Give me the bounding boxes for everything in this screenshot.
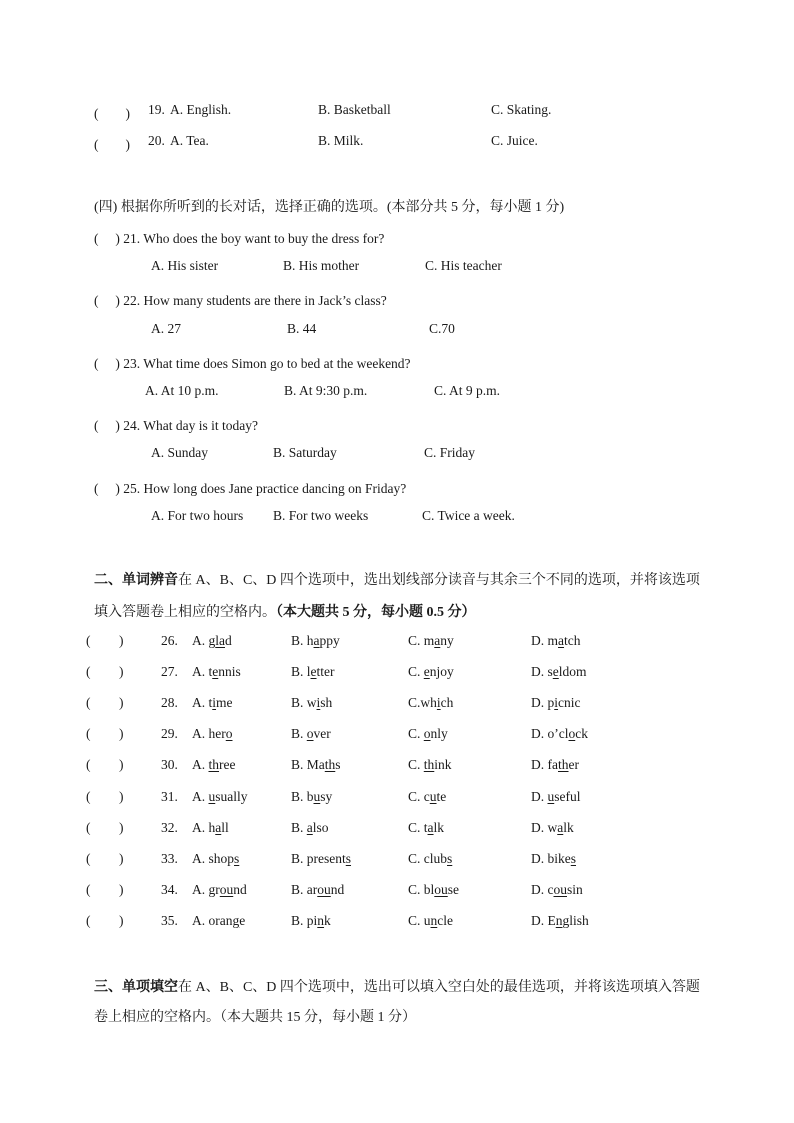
word-prefix: t bbox=[208, 664, 213, 679]
q19-num: 19. bbox=[148, 102, 165, 117]
option-d bbox=[531, 820, 574, 836]
q22-option-c: C.70 bbox=[429, 321, 455, 336]
option-letter: A. bbox=[192, 851, 209, 866]
question-number: 31. bbox=[161, 789, 178, 804]
word-suffix: ppy bbox=[319, 633, 340, 648]
q25-option-b: B. For two weeks bbox=[273, 508, 369, 523]
word-prefix: w bbox=[306, 695, 317, 710]
q21-option-c: C. His teacher bbox=[425, 258, 502, 273]
option-letter: C. bbox=[408, 851, 424, 866]
answer-paren-open: ( bbox=[86, 633, 91, 648]
underlined-sound: e bbox=[212, 664, 219, 679]
answer-paren-close: ) bbox=[119, 633, 124, 648]
option-letter: C. bbox=[408, 820, 424, 835]
question-number: 28. bbox=[161, 695, 178, 710]
option-letter: A. bbox=[192, 633, 209, 648]
answer-paren-open: ( bbox=[86, 726, 91, 741]
option-a bbox=[192, 664, 241, 680]
word-suffix: er bbox=[568, 757, 580, 772]
word-prefix: c bbox=[547, 882, 554, 897]
section2-title-line2 bbox=[94, 601, 476, 621]
option-letter: A. bbox=[192, 913, 209, 928]
answer-paren-close: ) bbox=[119, 882, 124, 897]
option-b bbox=[291, 664, 335, 680]
word-prefix: p bbox=[547, 695, 555, 710]
underlined-sound: s bbox=[447, 851, 453, 866]
option-d bbox=[531, 851, 576, 867]
option-a bbox=[192, 820, 229, 836]
word-suffix: se bbox=[447, 882, 460, 897]
word-prefix: ar bbox=[306, 882, 318, 897]
word-prefix: u bbox=[423, 913, 431, 928]
option-d bbox=[531, 882, 583, 898]
option-c bbox=[408, 913, 453, 929]
section2-title-line2-text: 填入答题卷上相应的空格内。 bbox=[94, 605, 276, 620]
option-b bbox=[291, 882, 344, 898]
option-letter: D. bbox=[531, 789, 548, 804]
underlined-sound: s bbox=[234, 851, 240, 866]
word-suffix: seful bbox=[554, 789, 581, 804]
q20-option-b: B. Milk. bbox=[318, 133, 364, 148]
underlined-sound: th bbox=[208, 757, 220, 772]
word-suffix: cle bbox=[437, 913, 454, 928]
word-prefix: w bbox=[547, 820, 558, 835]
word-suffix: ink bbox=[434, 757, 452, 772]
q24-stem: ( ) 24. What day is it today? bbox=[94, 418, 258, 433]
underlined-sound: a bbox=[427, 820, 434, 835]
underlined-sound: i bbox=[436, 695, 441, 710]
option-c bbox=[408, 820, 444, 836]
question-number: 32. bbox=[161, 820, 178, 835]
q22-option-a: A. 27 bbox=[151, 321, 181, 336]
q21-option-b: B. His mother bbox=[283, 258, 360, 273]
option-b bbox=[291, 726, 331, 742]
section2-score-note: （本大题共 5 分，每小题 0.5 分） bbox=[276, 605, 476, 620]
option-c bbox=[408, 851, 452, 867]
word-prefix: wh bbox=[420, 695, 437, 710]
option-letter: C. bbox=[408, 757, 424, 772]
option-d bbox=[531, 726, 588, 742]
option-letter: B. bbox=[291, 913, 307, 928]
q23-option-a: A. At 10 p.m. bbox=[145, 383, 219, 398]
word-prefix: bike bbox=[547, 851, 571, 866]
option-c bbox=[408, 757, 452, 773]
word-suffix: sy bbox=[320, 789, 333, 804]
answer-paren-close: ) bbox=[119, 820, 124, 835]
q21-option-a: A. His sister bbox=[151, 258, 219, 273]
underlined-sound: u bbox=[208, 789, 216, 804]
word-suffix: e bbox=[239, 913, 246, 928]
option-a bbox=[192, 695, 233, 711]
word-suffix: nd bbox=[233, 882, 247, 897]
word-suffix: me bbox=[216, 695, 233, 710]
answer-paren-open: ( bbox=[86, 695, 91, 710]
option-letter: C. bbox=[408, 726, 424, 741]
underlined-sound: ou bbox=[553, 882, 567, 897]
underlined-sound: s bbox=[570, 851, 577, 866]
underlined-sound: i bbox=[316, 695, 321, 710]
word-prefix: m bbox=[423, 633, 435, 648]
word-prefix: E bbox=[547, 913, 556, 928]
word-suffix: ch bbox=[440, 695, 454, 710]
q20-num: 20. bbox=[148, 133, 165, 148]
option-letter: C. bbox=[408, 695, 421, 710]
option-letter: C. bbox=[408, 789, 424, 804]
word-prefix: s bbox=[547, 664, 553, 679]
option-d bbox=[531, 633, 581, 649]
underlined-sound: u bbox=[313, 789, 321, 804]
q19-option-b: B. Basketball bbox=[318, 102, 391, 117]
option-letter: B. bbox=[291, 757, 307, 772]
answer-paren-close: ) bbox=[119, 726, 124, 741]
word-prefix: h bbox=[306, 633, 314, 648]
underlined-sound: e bbox=[423, 664, 430, 679]
word-suffix: nly bbox=[430, 726, 448, 741]
answer-paren-open: ( bbox=[86, 820, 91, 835]
answer-paren-open: ( bbox=[86, 664, 91, 679]
underlined-sound: n bbox=[430, 913, 438, 928]
option-letter: B. bbox=[291, 633, 307, 648]
word-suffix: glish bbox=[562, 913, 589, 928]
underlined-sound: n bbox=[317, 913, 325, 928]
option-b bbox=[291, 851, 351, 867]
option-a bbox=[192, 851, 239, 867]
word-suffix: ver bbox=[313, 726, 331, 741]
question-number: 27. bbox=[161, 664, 178, 679]
question-number: 34. bbox=[161, 882, 178, 897]
underlined-sound: i bbox=[554, 695, 559, 710]
option-letter: D. bbox=[531, 695, 548, 710]
q22-stem: ( ) 22. How many students are there in Jack’s class? bbox=[94, 293, 387, 308]
word-prefix: fa bbox=[547, 757, 558, 772]
option-d bbox=[531, 664, 587, 680]
word-suffix: s bbox=[335, 757, 341, 772]
word-prefix: m bbox=[547, 633, 559, 648]
underlined-sound: ou bbox=[317, 882, 331, 897]
option-letter: C. bbox=[408, 633, 424, 648]
word-prefix: h bbox=[208, 820, 216, 835]
word-prefix: t bbox=[423, 820, 428, 835]
q23-stem: ( ) 23. What time does Simon go to bed at the weekend? bbox=[94, 356, 411, 371]
underlined-sound: ou bbox=[219, 882, 234, 897]
q20-option-a: A. Tea. bbox=[170, 133, 209, 148]
q25-stem: ( ) 25. How long does Jane practice dancing on Friday? bbox=[94, 481, 407, 496]
underlined-sound: g bbox=[232, 913, 240, 928]
q23-option-c: C. At 9 p.m. bbox=[434, 383, 501, 398]
section3-title-line2: 卷上相应的空格内。（本大题共 15 分，每小题 1 分） bbox=[94, 1010, 416, 1025]
underlined-sound: a bbox=[434, 633, 441, 648]
answer-paren-open: ( bbox=[86, 789, 91, 804]
underlined-sound: th bbox=[324, 757, 336, 772]
option-letter: A. bbox=[192, 726, 209, 741]
q20-option-c: C. Juice. bbox=[491, 133, 538, 148]
word-suffix: ny bbox=[440, 633, 454, 648]
underlined-sound: a bbox=[306, 820, 313, 835]
underlined-sound: o bbox=[568, 726, 576, 741]
q24-option-c: C. Friday bbox=[424, 445, 476, 460]
answer-paren-close: ) bbox=[119, 695, 124, 710]
answer-paren-open: ( bbox=[86, 851, 91, 866]
answer-paren-close: ) bbox=[119, 913, 124, 928]
word-prefix: shop bbox=[208, 851, 235, 866]
option-letter: A. bbox=[192, 882, 209, 897]
option-letter: D. bbox=[531, 882, 548, 897]
option-letter: A. bbox=[192, 664, 209, 679]
underlined-sound: a bbox=[558, 633, 565, 648]
word-suffix: ll bbox=[221, 820, 229, 835]
word-suffix: nd bbox=[330, 882, 345, 897]
q25-option-a: A. For two hours bbox=[151, 508, 244, 523]
option-letter: D. bbox=[531, 633, 548, 648]
option-letter: D. bbox=[531, 726, 548, 741]
question-number: 26. bbox=[161, 633, 178, 648]
answer-paren-close: ) bbox=[119, 789, 124, 804]
underlined-sound: la bbox=[215, 633, 225, 648]
option-letter: A. bbox=[192, 757, 209, 772]
q24-option-a: A. Sunday bbox=[151, 445, 208, 460]
q22-option-b: B. 44 bbox=[287, 321, 317, 336]
underlined-sound: o bbox=[423, 726, 431, 741]
underlined-sound: u bbox=[547, 789, 555, 804]
option-d bbox=[531, 913, 589, 929]
word-prefix: l bbox=[306, 664, 311, 679]
underlined-sound: s bbox=[345, 851, 352, 866]
option-letter: B. bbox=[291, 882, 307, 897]
option-letter: B. bbox=[291, 820, 307, 835]
underlined-sound: i bbox=[212, 695, 217, 710]
word-suffix: ldom bbox=[558, 664, 587, 679]
option-letter: C. bbox=[408, 664, 424, 679]
option-letter: B. bbox=[291, 664, 307, 679]
q21-stem: ( ) 21. Who does the boy want to buy the dress for? bbox=[94, 231, 385, 246]
answer-paren-open: ( bbox=[86, 757, 91, 772]
question-number: 33. bbox=[161, 851, 178, 866]
option-d bbox=[531, 695, 581, 711]
word-prefix: club bbox=[423, 851, 448, 866]
word-prefix: her bbox=[208, 726, 226, 741]
option-letter: D. bbox=[531, 820, 548, 835]
word-prefix: b bbox=[306, 789, 314, 804]
option-a bbox=[192, 633, 232, 649]
answer-paren-open: ( bbox=[86, 913, 91, 928]
q19-option-c: C. Skating. bbox=[491, 102, 552, 117]
underlined-sound: a bbox=[215, 820, 222, 835]
option-b bbox=[291, 633, 340, 649]
word-prefix: Ma bbox=[306, 757, 325, 772]
option-letter: A. bbox=[192, 789, 209, 804]
underlined-sound: a bbox=[313, 633, 320, 648]
word-prefix: gr bbox=[208, 882, 220, 897]
q19-paren: ( ) bbox=[94, 106, 130, 121]
underlined-sound: u bbox=[429, 789, 437, 804]
word-suffix: sually bbox=[215, 789, 248, 804]
word-suffix: tter bbox=[316, 664, 335, 679]
underlined-sound: a bbox=[557, 820, 564, 835]
option-letter: D. bbox=[531, 913, 548, 928]
word-suffix: lk bbox=[563, 820, 574, 835]
option-letter: D. bbox=[531, 664, 548, 679]
option-c bbox=[408, 726, 448, 742]
section2-title-bold: 二、单词辨音 bbox=[94, 573, 178, 588]
word-prefix: o’cl bbox=[547, 726, 569, 741]
underlined-sound: e bbox=[552, 664, 559, 679]
word-suffix: ck bbox=[575, 726, 588, 741]
option-letter: C. bbox=[408, 913, 424, 928]
underlined-sound: th bbox=[423, 757, 435, 772]
word-suffix: tch bbox=[564, 633, 581, 648]
underlined-sound: o bbox=[306, 726, 314, 741]
option-b bbox=[291, 820, 329, 836]
option-letter: B. bbox=[291, 726, 307, 741]
question-number: 35. bbox=[161, 913, 178, 928]
option-b bbox=[291, 757, 341, 773]
section2-title-line1 bbox=[94, 569, 700, 589]
word-suffix: sin bbox=[567, 882, 583, 897]
word-suffix: cnic bbox=[558, 695, 581, 710]
option-c bbox=[408, 789, 446, 805]
word-suffix: k bbox=[324, 913, 331, 928]
option-b bbox=[291, 789, 332, 805]
word-suffix: njoy bbox=[429, 664, 454, 679]
word-prefix: present bbox=[306, 851, 346, 866]
word-prefix: bl bbox=[423, 882, 435, 897]
word-suffix: te bbox=[436, 789, 447, 804]
underlined-sound: e bbox=[310, 664, 317, 679]
word-prefix: g bbox=[208, 633, 216, 648]
q25-option-c: C. Twice a week. bbox=[422, 508, 515, 523]
question-number: 30. bbox=[161, 757, 178, 772]
q19-option-a: A. English. bbox=[170, 102, 232, 117]
word-prefix: t bbox=[208, 695, 213, 710]
answer-paren-open: ( bbox=[86, 882, 91, 897]
word-suffix: d bbox=[225, 633, 232, 648]
option-c bbox=[408, 664, 454, 680]
option-a bbox=[192, 726, 233, 742]
underlined-sound: n bbox=[555, 913, 563, 928]
underlined-sound: o bbox=[225, 726, 233, 741]
answer-paren-close: ) bbox=[119, 757, 124, 772]
word-prefix: pi bbox=[306, 913, 318, 928]
word-suffix: nnis bbox=[218, 664, 241, 679]
answer-paren-close: ) bbox=[119, 851, 124, 866]
option-a bbox=[192, 882, 247, 898]
option-b bbox=[291, 913, 331, 929]
underlined-sound: th bbox=[558, 757, 569, 772]
option-letter: B. bbox=[291, 789, 307, 804]
option-letter: C. bbox=[408, 882, 424, 897]
section3-title-instruction: 在 A、B、C、D 四个选项中，选出可以填入空白处的最佳选项，并将该选项填入答题 bbox=[178, 980, 700, 995]
option-letter: D. bbox=[531, 757, 548, 772]
answer-paren-close: ) bbox=[119, 664, 124, 679]
option-a bbox=[192, 789, 248, 805]
option-c bbox=[408, 882, 459, 898]
word-suffix: lso bbox=[312, 820, 329, 835]
option-d bbox=[531, 757, 579, 773]
option-letter: D. bbox=[531, 851, 548, 866]
option-c bbox=[408, 633, 454, 649]
section4-title: (四) 根据你所听到的长对话，选择正确的选项。(本部分共 5 分，每小题 1 分) bbox=[94, 200, 565, 215]
word-prefix: c bbox=[423, 789, 430, 804]
q24-option-b: B. Saturday bbox=[273, 445, 337, 460]
section3-title-line1 bbox=[94, 976, 700, 996]
option-d bbox=[531, 789, 581, 805]
option-c bbox=[408, 695, 453, 711]
word-suffix: ree bbox=[219, 757, 236, 772]
word-suffix: sh bbox=[320, 695, 333, 710]
section3-title-bold: 三、单项填空 bbox=[94, 980, 178, 995]
word-suffix: lk bbox=[433, 820, 445, 835]
underlined-sound: ou bbox=[434, 882, 448, 897]
option-letter: A. bbox=[192, 820, 209, 835]
option-letter: B. bbox=[291, 851, 307, 866]
option-letter: A. bbox=[192, 695, 209, 710]
section2-title-instruction: 在 A、B、C、D 四个选项中，选出划线部分读音与其余三个不同的选项，并将该选项 bbox=[178, 573, 700, 588]
option-a bbox=[192, 757, 236, 773]
q23-option-b: B. At 9:30 p.m. bbox=[284, 383, 368, 398]
option-a bbox=[192, 913, 245, 929]
word-prefix: oran bbox=[208, 913, 233, 928]
option-letter: B. bbox=[291, 695, 307, 710]
q20-paren: ( ) bbox=[94, 137, 130, 152]
option-b bbox=[291, 695, 332, 711]
question-number: 29. bbox=[161, 726, 178, 741]
